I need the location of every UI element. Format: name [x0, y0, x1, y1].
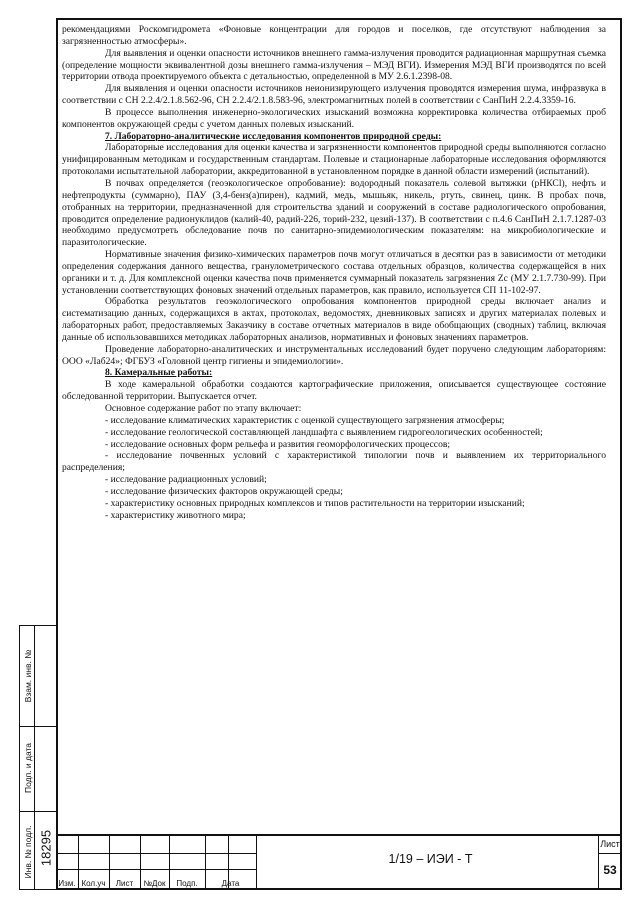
document-body — [62, 24, 606, 521]
col-list: Лист — [115, 879, 134, 888]
paragraph: - исследование основных форм рельефа и развития геоморфологических процессов; — [105, 438, 451, 450]
paragraph: Обработка результатов геоэкологического опробования компонентов природной среды включает анализ и систематизацию данных, содержащихся в актах, протоколах, ведомостях, дневниковых записях и других материалах полевых и лабораторных работ, предоставляемых Заказчику в составе отчетных материалов в виде обобщающих (сводных) таблиц, включая данные об использовавшихся методиках лабораторных анализов, нормативных и фоновых значениях параметров. — [62, 296, 606, 343]
paragraph: Лабораторные исследования для оценки качества и загрязненности компонентов природной среды выполняются согласно унифицированным методикам и государственным стандартам. Полевые и стационарные лабораторные исследования оформляются протоколами испытательной лаборатории, аккредитованной в установленном порядке в данной области измерений (испытаний). — [62, 142, 606, 178]
col-ndok: №Док — [143, 879, 166, 888]
paragraph: Нормативные значения физико-химических параметров почв могут отличаться в десятки раз в зависимости от методики определения содержания данного вещества, гранулометрического состава отдельных образцов, количества содержащейся в них органики и т. д. Для комплексной оценки качества почв применяется суммарный показатель загрязнения Zс (МУ 2.1.7.730-99). При установлении соответствующих фоновых значений отдельных параметров, как правило, используется СП 11-102-97. — [62, 249, 606, 296]
paragraph: - исследование физических факторов окружающей среды; — [105, 485, 343, 497]
paragraph: Для выявления и оценки опасности источников неионизирующего излучения проводятся измерения шума, инфразвука в соответствии с СН 2.2.4/2.1.8.562-96, СН 2.2.4/2.1.8.583-96, электромагнитных полей в соответствии с СанПиН 2.2.4.3359-16. — [62, 83, 606, 107]
title-block — [56, 834, 622, 890]
paragraph: В ходе камеральной обработки создаются картографические приложения, описывается существующее состояние обследованной территории. Выпускается отчет. — [62, 379, 606, 403]
section-heading: 7. Лабораторно-аналитические исследования компонентов природной среды: — [105, 130, 442, 142]
paragraph: Проведение лабораторно-аналитических и инструментальных исследований будет поручено следующим лабораториям: ООО «Лаб24»; ФГБУЗ «Головной центр гигиены и эпидемиологии». — [62, 343, 606, 367]
document-code: 1/19 – ИЭИ - Т — [388, 852, 473, 866]
paragraph: рекомендациями Роскомгидромета «Фоновые концентрации для городов и поселков, где отсутствуют наблюдения за загрязненностью атмосферы». — [62, 24, 606, 47]
section-heading: 8. Камеральные работы: — [105, 367, 213, 379]
paragraph: В процессе выполнения инженерно-экологических изысканий возможна корректировка количества отбираемых проб компонентов окружающей среды с учетом данных полевых изысканий. — [62, 106, 606, 130]
paragraph: Для выявления и оценки опасности источников внешнего гамма-излучения проводится радиационная маршрутная съемка (определение мощности эквивалентной дозы внешнего гамма-излучения – МЭД ВГИ). Измерения МЭД ВГИ производятся по всей территории отвода проектируемого объекта с детальностью, определенной в МУ 2.6.1.2398-08. — [62, 47, 606, 83]
sheet-label: Лист — [600, 839, 620, 849]
col-kol-uch: Кол.уч — [81, 879, 106, 888]
vzam-inv-label: Взам. инв. № — [22, 649, 33, 703]
paragraph: - исследование почвенных условий с характеристикой типологии почв и выявлением их территориального распределения; — [62, 450, 606, 474]
col-podp: Подп. — [176, 879, 198, 888]
podp-data-label: Подп. и дата — [22, 742, 33, 794]
paragraph: - исследование климатических характеристик с оценкой существующего загрязнения атмосферы; — [105, 414, 505, 426]
paragraph: В почвах определяется (геоэкологическое опробование): водородный показатель солевой вытяжки (рНКСl), нефть и нефтепродукты (суммарно), ПАУ (3,4-бенз(а)пирен), кадмий, медь, мышьяк, никель, ртуть, свинец, цинк. В пробах почв, отобранных на территории, предназначенной для строительства зданий и сооружений в составе радиологического опробования, проводится определение радионуклидов (калий-40, радий-226, торий-232, цезий-137). В соответствии с п.4.6 СанПиН 2.1.7.1287-03 необходимо предусмотреть обследование почв по санитарно-эпидемиологическим показателям: на микробиологические и паразитологические. — [62, 177, 606, 249]
paragraph: Основное содержание работ по этапу включает: — [105, 403, 302, 414]
paragraph: - характеристику животного мира; — [105, 509, 246, 521]
col-data: Дата — [221, 879, 240, 888]
col-izm: Изм. — [58, 879, 76, 888]
inv-podl-label: Инв. № подл. — [22, 825, 33, 879]
paragraph: - исследование радиационных условий; — [105, 474, 267, 486]
side-stamp — [19, 625, 56, 890]
paragraph: - характеристику основных природных комплексов и типов растительности на территории изысканий; — [105, 497, 525, 509]
sheet-number: 53 — [603, 863, 617, 877]
paragraph: - исследование геологической составляющей ландшафта с выявлением гидрогеологических особенностей; — [105, 426, 543, 438]
inventory-number: 18295 — [38, 829, 54, 867]
